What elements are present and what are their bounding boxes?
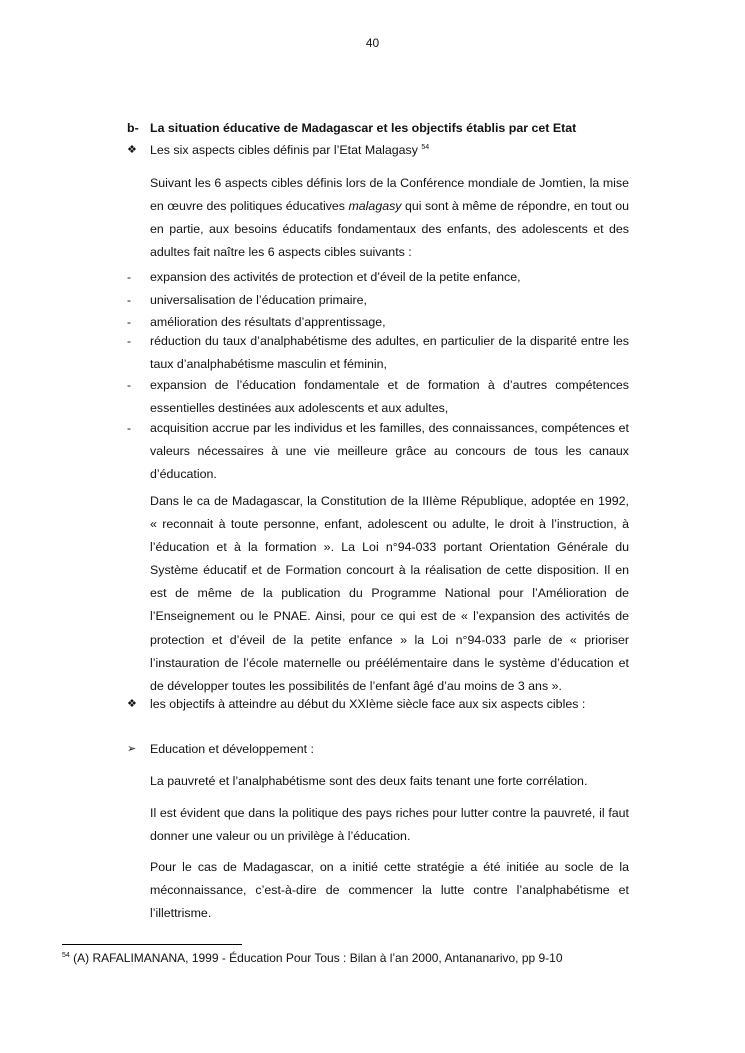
page-number: 40	[365, 36, 380, 50]
diamond-bullet-icon: ❖	[127, 698, 137, 710]
dash-marker: -	[127, 334, 131, 348]
list-item	[127, 330, 629, 376]
paragraph-madagascar: Dans le ca de Madagascar, la Constitution de la IIIème République, adoptée en 1992, « reconnait à toute personne, enfant, adolescent ou adulte, le droit à l’instruction, à l’éducation et à la formation ». La Loi n°94-033 portant Orientation Générale du Système éducatif et de Formation concourt à la réalisation de cette disposition. Il en est de même de la publication du Programme National pour l’Amélioration de l’Enseignement ou le PNAE. Ainsi, pour ce qui est de « l’expansion des activités de protection et d’éveil de la petite enfance » la Loi n°94-033 parle de « prioriser l’instauration de l’école maternelle ou préélémentaire dans le système d’éducation et de développer toutes les possibilités de l’enfant âgé d’au moins de 3 ans ».	[150, 494, 629, 693]
arrow-item-text: Education et développement :	[150, 742, 314, 756]
bullet-aspects-text: Les six aspects cibles définis par l’Etat Malagasy	[150, 143, 418, 157]
paragraph-rich-countries: Il est évident que dans la politique des pays riches pour lutter contre la pauvreté, il faut donner une valeur ou un privilège à l’éducation.	[150, 806, 629, 844]
arrow-item	[127, 738, 629, 761]
list-item	[127, 289, 629, 312]
footnote	[62, 951, 563, 965]
dash-marker: -	[127, 293, 131, 307]
diamond-bullet-icon: ❖	[127, 144, 137, 156]
dash-marker: -	[127, 315, 131, 329]
heading-text: La situation éducative de Madagascar et les objectifs établis par cet Etat	[150, 121, 577, 135]
paragraph-intro-part1: Suivant les 6 aspects cibles définis lors de la Conférence mondiale de Jomtien, la mise en œuvre des politiques éducatives	[150, 176, 629, 214]
list-item	[127, 374, 629, 420]
list-item-text: expansion des activités de protection et d’éveil de la petite enfance,	[150, 270, 521, 284]
footnote-ref: 54	[421, 143, 430, 151]
bullet-aspects	[127, 139, 629, 162]
paragraph-intro-italic: malagasy	[348, 199, 402, 214]
section-heading	[127, 121, 576, 135]
arrow-bullet-icon: ➢	[127, 743, 137, 755]
list-item-text: réduction du taux d’analphabétisme des adultes, en particulier de la disparité entre les taux d’analphabétisme masculin et féminin,	[150, 334, 629, 371]
bullet-objectives-text: les objectifs à atteindre au début du XXIème siècle face aux six aspects cibles :	[150, 697, 586, 711]
footnote-text: (A) RAFALIMANANA, 1999 - Éducation Pour Tous : Bilan à l’an 2000, Antananarivo, pp 9-10	[69, 951, 563, 965]
list-item-text: expansion de l’éducation fondamentale et de formation à d’autres compétences essentielles destinées aux adolescents et aux adultes,	[150, 378, 629, 415]
list-item-text: amélioration des résultats d’apprentissage,	[150, 315, 386, 329]
list-item	[127, 266, 629, 289]
list-item-text: acquisition accrue par les individus et les familles, des connaissances, compétences et valeurs nécessaires à une vie meilleure grâce au concours de tous les canaux d’éducation.	[150, 421, 629, 481]
dash-marker: -	[127, 270, 131, 284]
dash-marker: -	[127, 421, 131, 435]
bullet-objectives	[127, 693, 629, 716]
footnote-number: 54	[62, 952, 70, 959]
footnote-separator	[62, 944, 242, 945]
dash-marker: -	[127, 378, 131, 392]
paragraph-intro	[150, 172, 629, 264]
paragraph-intro-part2: qui sont à même de répondre, en tout ou en partie, aux besoins éducatifs fondamentaux des enfants, des adolescents et des adultes fait naître les 6 aspects cibles suivants :	[150, 199, 629, 260]
paragraph-strategy: Pour le cas de Madagascar, on a initié cette stratégie a été initiée au socle de la méconnaissance, c’est-à-dire de commencer la lutte contre l’analphabétisme et l’illettrisme.	[150, 860, 629, 921]
list-item	[127, 417, 629, 486]
heading-marker: b-	[127, 121, 139, 135]
list-item-text: universalisation de l’éducation primaire,	[150, 293, 367, 307]
paragraph-poverty: La pauvreté et l’analphabétisme sont des deux faits tenant une forte corrélation.	[150, 774, 588, 788]
